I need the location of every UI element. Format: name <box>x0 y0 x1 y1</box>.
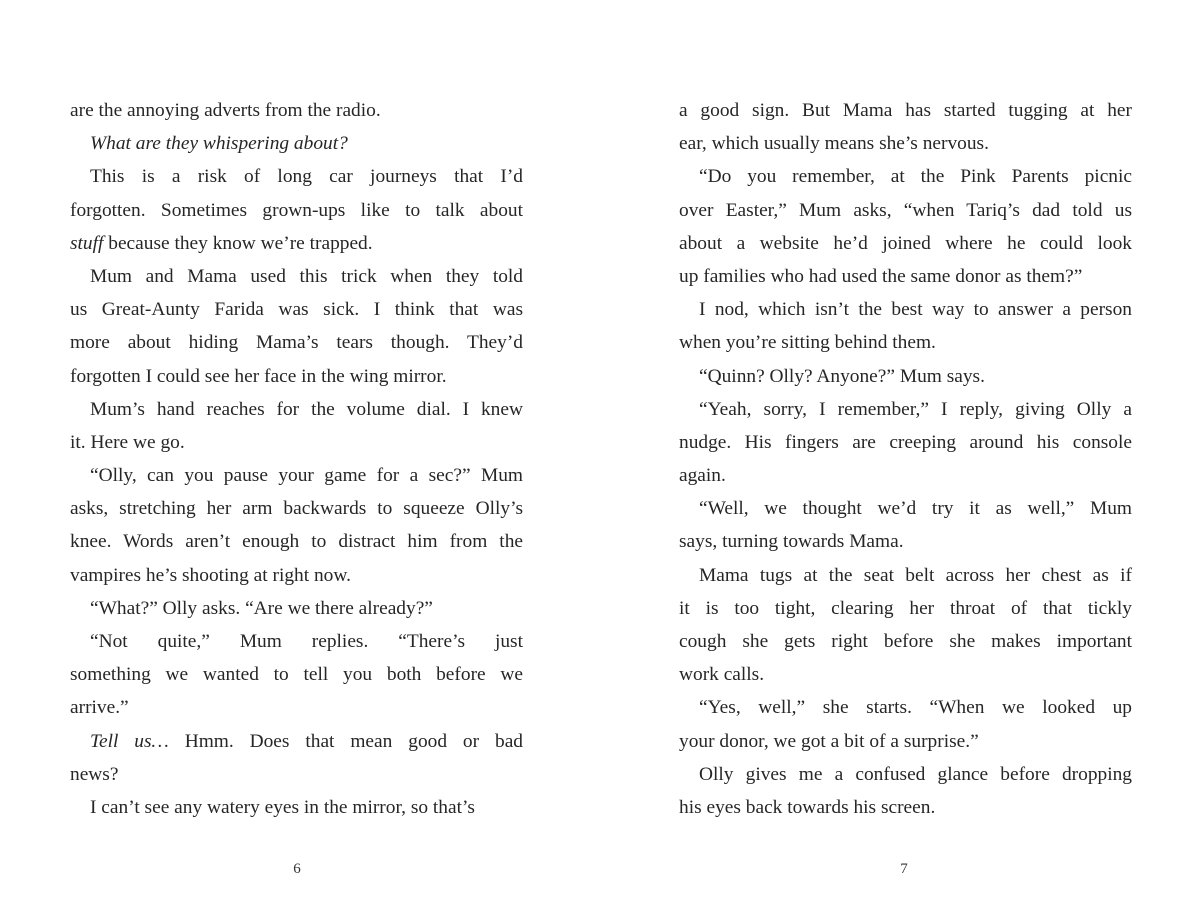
left-text-line <box>70 194 523 227</box>
left-text-line <box>70 725 523 758</box>
right-text-line <box>679 227 1132 260</box>
left-text-line <box>70 160 523 193</box>
text-segment: asks, stretching her arm backwards to squeeze Olly’s <box>70 498 523 520</box>
right-text-line <box>679 127 1132 160</box>
italic-text: stuff <box>70 232 104 254</box>
text-segment: nudge. His fingers are creeping around his console <box>679 431 1132 453</box>
text-segment: This is a risk of long car journeys that I’d <box>90 166 523 188</box>
right-text-line <box>679 691 1132 724</box>
left-page-text <box>70 94 523 824</box>
left-text-line <box>70 559 523 592</box>
right-text-line <box>679 260 1132 293</box>
left-text-line <box>70 791 523 824</box>
left-text-line <box>70 426 523 459</box>
text-segment: knee. Words aren’t enough to distract him from the <box>70 531 523 553</box>
text-segment: about a website he’d joined where he could look <box>679 232 1132 254</box>
text-segment: it. Here we go. <box>70 431 185 453</box>
text-segment: vampires he’s shooting at right now. <box>70 564 351 586</box>
right-text-line <box>679 592 1132 625</box>
right-text-line <box>679 194 1132 227</box>
text-segment: forgotten. Sometimes grown-ups like to talk about <box>70 199 523 221</box>
text-segment: news? <box>70 763 119 785</box>
text-segment: I nod, which isn’t the best way to answer a person <box>699 299 1132 321</box>
text-segment: Mama tugs at the seat belt across her chest as if <box>699 564 1132 586</box>
text-segment: are the annoying adverts from the radio. <box>70 100 381 121</box>
text-segment: “Do you remember, at the Pink Parents picnic <box>699 166 1132 188</box>
text-segment: over Easter,” Mum asks, “when Tariq’s dad told us <box>679 199 1132 221</box>
left-text-line <box>70 326 523 359</box>
right-text-line <box>679 459 1132 492</box>
left-text-line <box>70 592 523 625</box>
text-segment: forgotten I could see her face in the wing mirror. <box>70 365 447 387</box>
text-segment: when you’re sitting behind them. <box>679 332 936 354</box>
left-text-line <box>70 393 523 426</box>
text-segment: ear, which usually means she’s nervous. <box>679 133 989 155</box>
right-text-line <box>679 625 1132 658</box>
text-segment: work calls. <box>679 664 765 686</box>
left-text-line <box>70 360 523 393</box>
right-text-line <box>679 658 1132 691</box>
italic-text: Tell us… <box>90 730 169 752</box>
right-page-text <box>679 94 1132 824</box>
left-text-line <box>70 127 523 160</box>
text-segment: up families who had used the same donor as them?” <box>679 265 1083 287</box>
left-text-line <box>70 492 523 525</box>
text-segment: because they know we’re trapped. <box>103 232 373 254</box>
left-text-line <box>70 94 523 127</box>
text-segment: his eyes back towards his screen. <box>679 796 936 818</box>
right-text-line <box>679 293 1132 326</box>
right-text-line <box>679 725 1132 758</box>
text-segment: us Great-Aunty Farida was sick. I think that was <box>70 299 523 321</box>
text-segment: Mum’s hand reaches for the volume dial. I knew <box>90 398 523 420</box>
text-segment: Hmm. Does that mean good or bad <box>168 730 523 752</box>
text-segment: Olly gives me a confused glance before dropping <box>699 763 1132 785</box>
right-text-line <box>679 393 1132 426</box>
text-segment: “Yes, well,” she starts. “When we looked up <box>699 697 1132 719</box>
right-text-line <box>679 94 1132 127</box>
left-text-line <box>70 691 523 724</box>
left-text-line <box>70 658 523 691</box>
left-text-line <box>70 293 523 326</box>
text-segment: more about hiding Mama’s tears though. They’d <box>70 332 523 354</box>
left-text-line <box>70 758 523 791</box>
left-text-line <box>70 227 523 260</box>
right-text-line <box>679 758 1132 791</box>
right-text-line <box>679 326 1132 359</box>
right-text-line <box>679 360 1132 393</box>
text-segment: “Quinn? Olly? Anyone?” Mum says. <box>699 365 985 387</box>
right-text-line <box>679 426 1132 459</box>
italic-text: What are they whispering about? <box>90 133 348 155</box>
right-page-number: 7 <box>900 861 908 877</box>
right-text-line <box>679 791 1132 824</box>
right-text-line <box>679 525 1132 558</box>
text-segment: again. <box>679 465 726 487</box>
left-page-number: 6 <box>293 861 301 877</box>
text-segment: it is too tight, clearing her throat of that tickly <box>679 597 1132 619</box>
text-segment: “What?” Olly asks. “Are we there already?” <box>90 597 433 619</box>
text-segment: “Well, we thought we’d try it as well,” Mum <box>699 498 1132 520</box>
text-segment: cough she gets right before she makes important <box>679 631 1132 652</box>
right-text-line <box>679 160 1132 193</box>
right-text-line <box>679 559 1132 592</box>
text-segment: “Olly, can you pause your game for a sec?” Mum <box>90 465 523 487</box>
text-segment: says, turning towards Mama. <box>679 531 904 553</box>
right-text-line <box>679 492 1132 525</box>
text-segment: Mum and Mama used this trick when they told <box>90 265 523 287</box>
left-text-line <box>70 260 523 293</box>
text-segment: a good sign. But Mama has started tugging at her <box>679 100 1132 121</box>
text-segment: arrive.” <box>70 697 129 719</box>
text-segment: “Yeah, sorry, I remember,” I reply, giving Olly a <box>699 398 1132 420</box>
text-segment: “Not quite,” Mum replies. “There’s just <box>90 631 523 652</box>
text-segment: I can’t see any watery eyes in the mirror, so that’s <box>90 796 475 818</box>
left-text-line <box>70 459 523 492</box>
text-segment: your donor, we got a bit of a surprise.” <box>679 730 979 752</box>
left-text-line <box>70 625 523 658</box>
text-segment: something we wanted to tell you both before we <box>70 664 523 686</box>
left-text-line <box>70 525 523 558</box>
